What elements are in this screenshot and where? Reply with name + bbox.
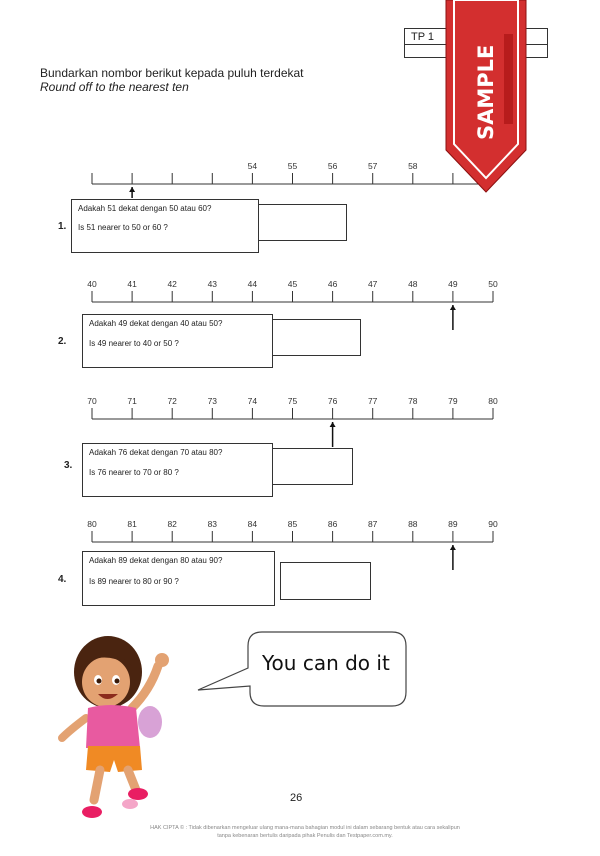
tick-label: 79 — [448, 396, 458, 406]
tp-label: TP 1 — [411, 31, 435, 43]
tick-label: 56 — [327, 161, 338, 171]
tick-label: 50 — [488, 279, 498, 289]
question-box — [82, 443, 273, 497]
question-box — [71, 199, 259, 253]
question-malay: Adakah 51 dekat dengan 50 atau 60? — [78, 204, 212, 213]
tick-label: 48 — [408, 279, 418, 289]
arrow-head-icon — [129, 187, 135, 192]
instruction-english: Round off to the nearest ten — [40, 80, 189, 94]
tick-label: 87 — [367, 519, 378, 529]
answer-box[interactable] — [280, 562, 371, 600]
tick-label: 44 — [247, 279, 258, 289]
copyright-footer: HAK CIPTA © : Tidak dibenarkan mengeluar ulang mana-mana bahagian modul ini dalam sebarang bentuk atau cara sekalipun tanpa kebenaran bertulis daripada pihak Penulis dan Testpaper.com.my. — [150, 825, 460, 839]
tick-label: 89 — [448, 519, 458, 529]
page-number: 26 — [290, 792, 303, 804]
tick-label: 81 — [127, 519, 137, 529]
tick-label: 58 — [408, 161, 418, 171]
tick-label: 47 — [367, 279, 378, 289]
question-malay: Adakah 49 dekat dengan 40 atau 50? — [89, 319, 223, 328]
question-malay: Adakah 76 dekat dengan 70 atau 80? — [89, 448, 223, 457]
tick-label: 84 — [247, 519, 258, 529]
tick-label: 41 — [127, 279, 137, 289]
tick-label: 49 — [448, 279, 458, 289]
sample-watermark — [442, 0, 530, 196]
tick-label: 55 — [287, 161, 298, 171]
tick-label: 73 — [207, 396, 218, 406]
tick-label: 75 — [287, 396, 298, 406]
question-number: 3. — [64, 460, 73, 471]
tick-label: 76 — [327, 396, 338, 406]
tick-label: 74 — [247, 396, 258, 406]
tick-label: 40 — [87, 279, 97, 289]
question-english: Is 51 nearer to 50 or 60 ? — [78, 223, 168, 232]
tick-label: 71 — [127, 396, 137, 406]
watermark-text: SAMPLE — [474, 44, 498, 140]
question-number: 1. — [58, 221, 67, 232]
arrow-head-icon — [330, 422, 336, 427]
question-malay: Adakah 89 dekat dengan 80 atau 90? — [89, 556, 223, 565]
tick-label: 83 — [207, 519, 218, 529]
tick-label: 45 — [287, 279, 298, 289]
tick-label: 85 — [287, 519, 298, 529]
tick-label: 86 — [327, 519, 338, 529]
tick-label: 88 — [408, 519, 418, 529]
tick-label: 80 — [488, 396, 498, 406]
tick-label: 57 — [367, 161, 378, 171]
arrow-head-icon — [450, 545, 456, 550]
tick-label: 43 — [207, 279, 218, 289]
answer-box[interactable] — [272, 448, 353, 485]
question-english: Is 89 nearer to 80 or 90 ? — [89, 577, 179, 586]
tick-label: 46 — [327, 279, 338, 289]
question-box — [82, 314, 273, 368]
question-english: Is 76 nearer to 70 or 80 ? — [89, 468, 179, 477]
tick-label: 72 — [167, 396, 177, 406]
question-number: 4. — [58, 574, 67, 585]
tick-label: 80 — [87, 519, 97, 529]
answer-box[interactable] — [258, 204, 347, 241]
tick-label: 70 — [87, 396, 97, 406]
question-english: Is 49 nearer to 40 or 50 ? — [89, 339, 179, 348]
question-number: 2. — [58, 336, 67, 347]
speech-bubble-text: You can do it — [262, 651, 390, 675]
instruction-malay: Bundarkan nombor berikut kepada puluh terdekat — [40, 66, 304, 80]
arrow-head-icon — [450, 305, 456, 310]
tick-label: 90 — [488, 519, 498, 529]
tick-label: 82 — [167, 519, 177, 529]
tick-label: 54 — [247, 161, 258, 171]
tick-label: 77 — [367, 396, 378, 406]
answer-box[interactable] — [272, 319, 361, 356]
question-box — [82, 551, 275, 606]
tick-label: 78 — [408, 396, 418, 406]
tick-label: 42 — [167, 279, 177, 289]
